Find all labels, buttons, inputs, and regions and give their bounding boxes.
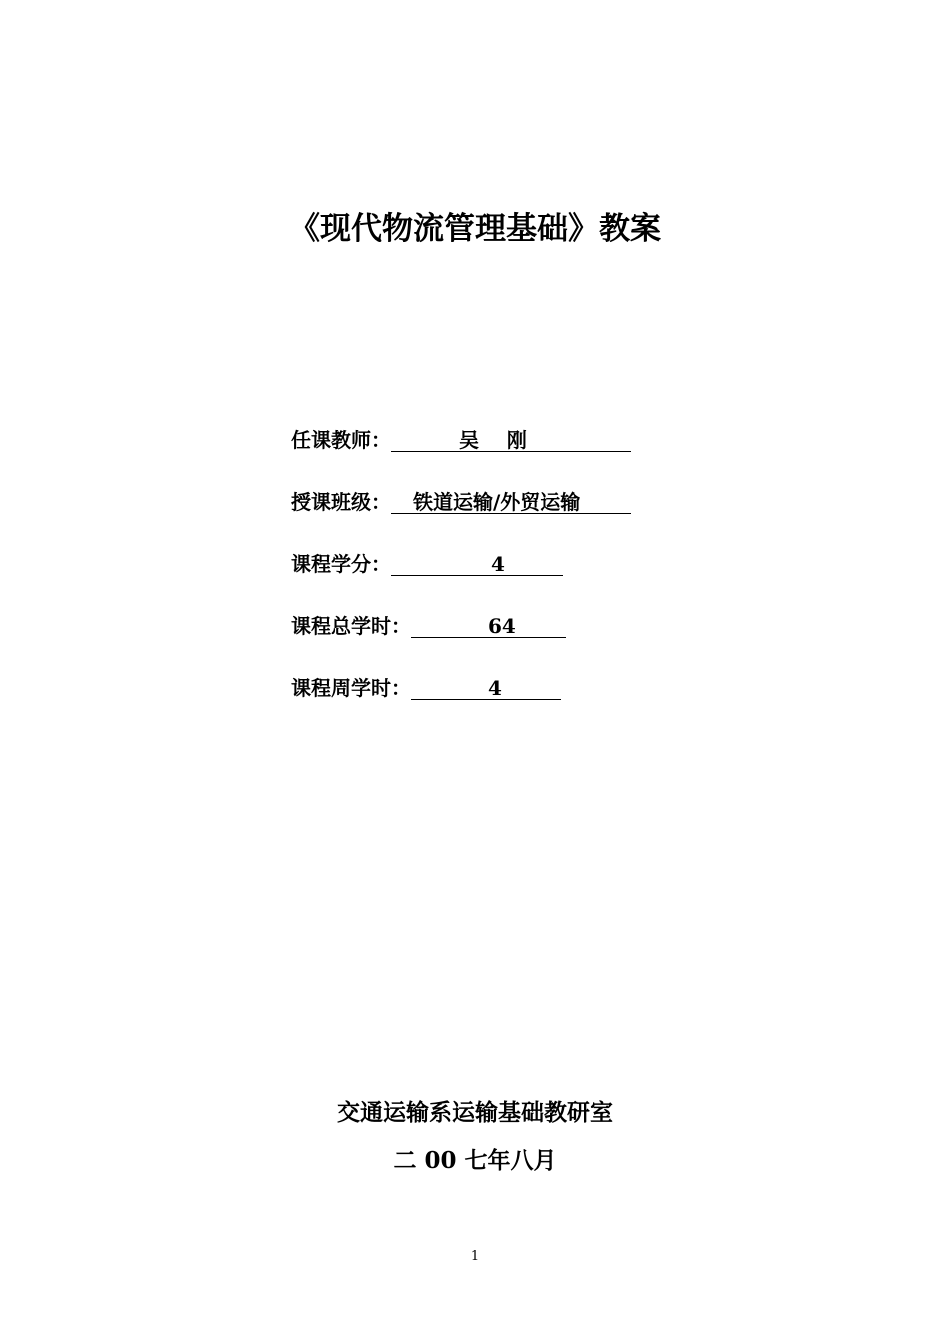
teacher-value: 吴 刚 — [391, 429, 631, 452]
credit-label: 课程学分： — [291, 552, 391, 576]
credit-field — [291, 548, 563, 576]
weekly-hours-field — [291, 672, 561, 700]
teacher-field — [291, 424, 631, 452]
weekly-hours-label: 课程周学时： — [291, 676, 411, 700]
total-hours-label: 课程总学时： — [291, 614, 411, 638]
total-hours-field — [291, 610, 566, 638]
department-name: 交通运输系运输基础教研室 — [337, 1099, 613, 1126]
document-title: 《现代物流管理基础》教案 — [289, 211, 661, 247]
class-value: 铁道运输/外贸运输 — [391, 491, 631, 514]
class-field — [291, 486, 631, 514]
teacher-label: 任课教师： — [291, 428, 391, 452]
total-hours-value: 64 — [411, 615, 566, 638]
weekly-hours-value: 4 — [411, 677, 561, 700]
document-date: 二 00 七年八月 — [393, 1147, 557, 1174]
credit-value: 4 — [391, 553, 563, 576]
page-number: 1 — [470, 1249, 480, 1264]
class-label: 授课班级： — [291, 490, 391, 514]
